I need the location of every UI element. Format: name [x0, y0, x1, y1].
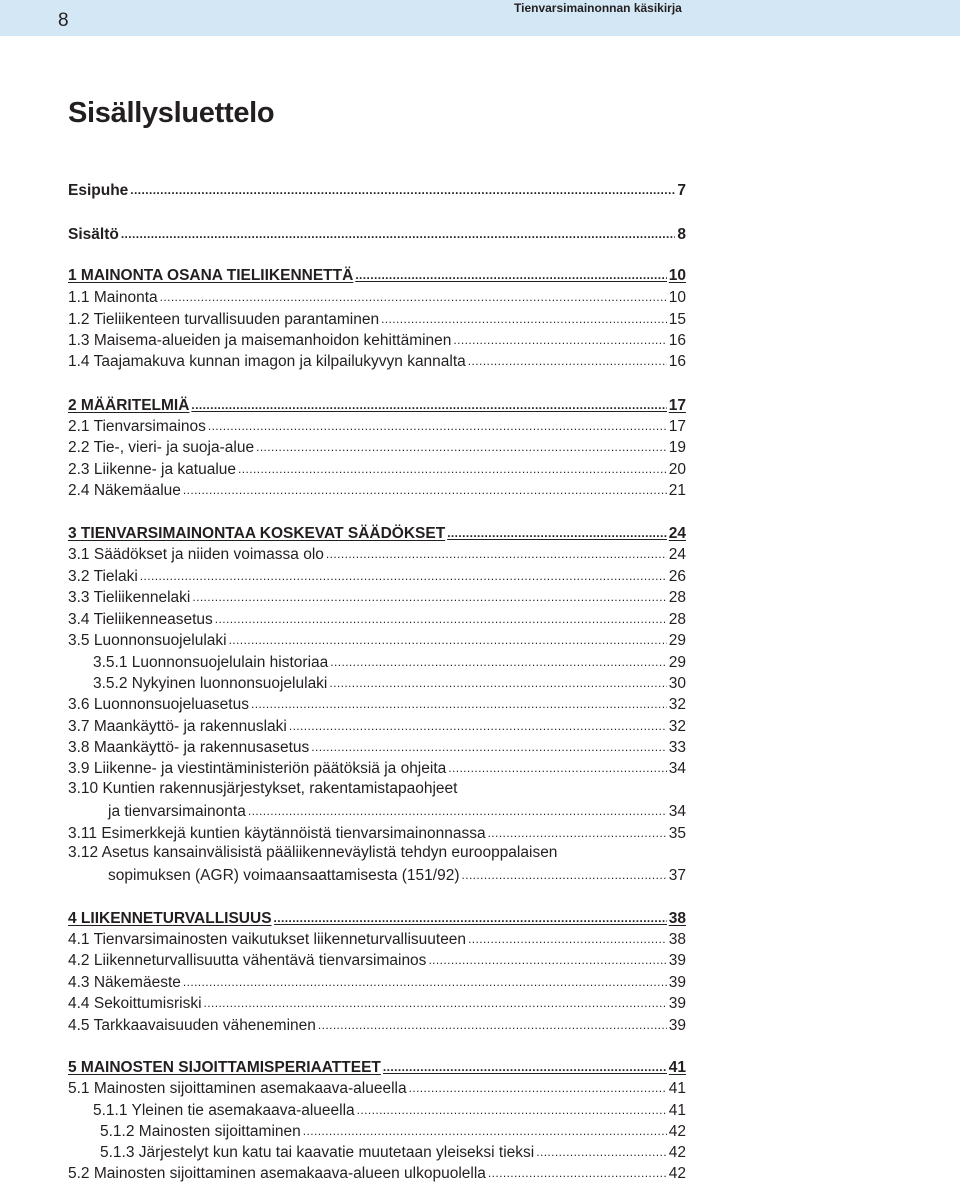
toc-entry-3-12[interactable]: sopimuksen (AGR) voimaansaattamisesta (151/92) ..... 37: [108, 865, 686, 885]
toc-entry-1-3[interactable]: 1.3 Maisema-alueiden ja maisemanhoidon kehittäminen ..... 16: [68, 330, 686, 350]
toc-entry-5-1-2[interactable]: 5.1.2 Mainosten sijoittaminen ..... 42: [100, 1121, 686, 1141]
toc-entry-3-5-2[interactable]: 3.5.2 Nykyinen luonnonsuojelulaki ..... 30: [93, 673, 686, 693]
toc-entry-3-1[interactable]: 3.1 Säädökset ja niiden voimassa olo ..... 24: [68, 544, 686, 564]
toc-chapter-5[interactable]: 5 MAINOSTEN SIJOITTAMISPERIAATTEET ..... 41: [68, 1057, 686, 1077]
toc-entry-3-9[interactable]: 3.9 Liikenne- ja viestintäministeriön päätöksiä ja ohjeita ..... 34: [68, 758, 686, 778]
toc-entry-1-1[interactable]: 1.1 Mainonta ..... 10: [68, 287, 686, 307]
toc-chapter-4[interactable]: 4 LIIKENNETURVALLISUUS ..... 38: [68, 908, 686, 928]
toc-entry-3-11[interactable]: 3.11 Esimerkkejä kuntien käytännöistä tienvarsimainonnassa ..... 35: [68, 823, 686, 843]
toc-entry-3-8[interactable]: 3.8 Maankäyttö- ja rakennusasetus ..... 33: [68, 737, 686, 757]
toc-entry-4-5[interactable]: 4.5 Tarkkaavaisuuden väheneminen ..... 39: [68, 1015, 686, 1035]
toc-entry-2-3[interactable]: 2.3 Liikenne- ja katualue ..... 20: [68, 459, 686, 479]
toc-entry-3-12-line1[interactable]: 3.12 Asetus kansainvälisistä pääliikenneväylistä tehdyn eurooppalaisen: [68, 844, 558, 861]
toc-entry-5-1-1[interactable]: 5.1.1 Yleinen tie asemakaava-alueella ..... 41: [93, 1100, 686, 1120]
toc-chapter-1[interactable]: 1 MAINONTA OSANA TIELIIKENNETTÄ ..... 10: [68, 265, 686, 285]
toc-entry-1-2[interactable]: 1.2 Tieliikenteen turvallisuuden parantaminen ..... 15: [68, 309, 686, 329]
toc-entry-2-2[interactable]: 2.2 Tie-, vieri- ja suoja-alue ..... 19: [68, 437, 686, 457]
toc-entry-3-4[interactable]: 3.4 Tieliikenneasetus ..... 28: [68, 609, 686, 629]
toc-entry-sisalto[interactable]: Sisältö ..... 8: [68, 224, 686, 244]
toc-entry-1-4[interactable]: 1.4 Taajamakuva kunnan imagon ja kilpailukyvyn kannalta ..... 16: [68, 351, 686, 371]
running-title: Tienvarsimainonnan käsikirja: [514, 1, 682, 15]
toc-entry-3-10-line1[interactable]: 3.10 Kuntien rakennusjärjestykset, rakentamistapaohjeet: [68, 780, 458, 797]
toc-entry-esipuhe[interactable]: Esipuhe ..... 7: [68, 180, 686, 200]
toc-entry-3-2[interactable]: 3.2 Tielaki ..... 26: [68, 566, 686, 586]
toc-entry-5-2[interactable]: 5.2 Mainosten sijoittaminen asemakaava-alueen ulkopuolella ..... 42: [68, 1163, 686, 1183]
toc-entry-4-2[interactable]: 4.2 Liikenneturvallisuutta vähentävä tienvarsimainos ..... 39: [68, 950, 686, 970]
toc-entry-3-7[interactable]: 3.7 Maankäyttö- ja rakennuslaki ..... 32: [68, 716, 686, 736]
toc-entry-5-1[interactable]: 5.1 Mainosten sijoittaminen asemakaava-alueella ..... 41: [68, 1078, 686, 1098]
page-title: Sisällysluettelo: [68, 97, 275, 129]
toc-entry-2-4[interactable]: 2.4 Näkemäalue ..... 21: [68, 480, 686, 500]
toc-entry-3-3[interactable]: 3.3 Tieliikennelaki ..... 28: [68, 587, 686, 607]
toc-chapter-3[interactable]: 3 TIENVARSIMAINONTAA KOSKEVAT SÄÄDÖKSET ..... 24: [68, 523, 686, 543]
page-number: 8: [58, 10, 69, 31]
toc-entry-3-5[interactable]: 3.5 Luonnonsuojelulaki ..... 29: [68, 630, 686, 650]
toc-entry-2-1[interactable]: 2.1 Tienvarsimainos ..... 17: [68, 416, 686, 436]
toc-entry-4-3[interactable]: 4.3 Näkemäeste ..... 39: [68, 972, 686, 992]
toc-entry-4-4[interactable]: 4.4 Sekoittumisriski ..... 39: [68, 993, 686, 1013]
toc-entry-3-5-1[interactable]: 3.5.1 Luonnonsuojelulain historiaa ..... 29: [93, 652, 686, 672]
toc-entry-4-1[interactable]: 4.1 Tienvarsimainosten vaikutukset liikenneturvallisuuteen ..... 38: [68, 929, 686, 949]
toc-chapter-2[interactable]: 2 MÄÄRITELMIÄ ..... 17: [68, 395, 686, 415]
toc-entry-3-10[interactable]: ja tienvarsimainonta ..... 34: [108, 801, 686, 821]
toc-entry-3-6[interactable]: 3.6 Luonnonsuojeluasetus ..... 32: [68, 694, 686, 714]
toc-entry-5-1-3[interactable]: 5.1.3 Järjestelyt kun katu tai kaavatie muutetaan yleiseksi tieksi ..... 42: [100, 1142, 686, 1162]
